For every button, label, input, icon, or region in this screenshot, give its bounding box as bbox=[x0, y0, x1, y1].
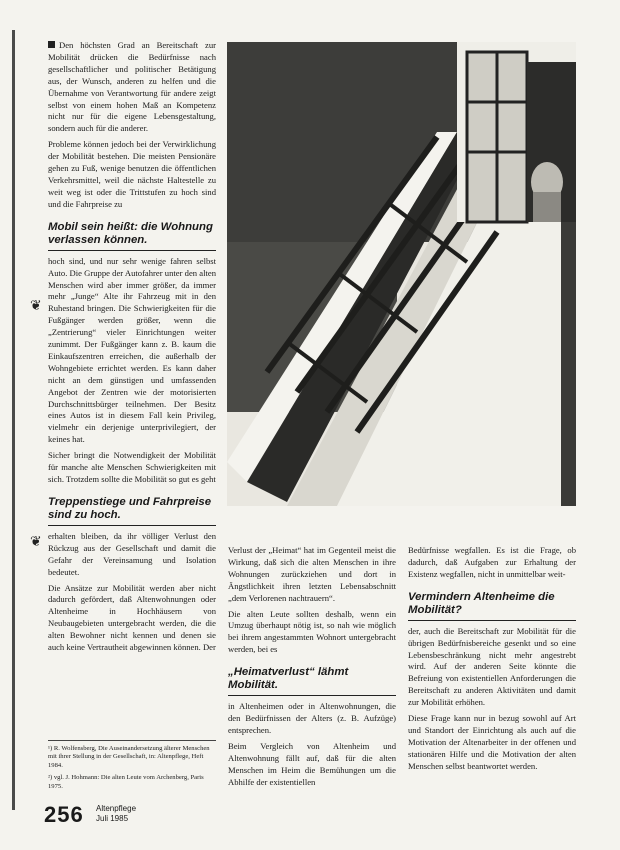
paragraph: in Altenheimen oder in Altenwohnungen, die den Bedürfnissen der Alters (z. B. Aufzüge) entsprechen. bbox=[228, 701, 396, 735]
footnote: ¹) R. Wolfensberg, Die Auseinandersetzung älterer Menschen mit ihrer Stellung in der Gesellschaft, in: Altenpflege, Heft 1984. bbox=[48, 745, 210, 769]
paragraph: Die alten Leute sollten deshalb, wenn ein Umzug überhaupt nötig ist, so nah wie möglich bei ihrem angestammten Wohnort untergebracht werden, bei es bbox=[228, 608, 396, 655]
paragraph: Bedürfnisse wegfallen. Es ist die Frage, ob dadurch, daß Aufgaben zur Erhaltung der Existenz wegfallen, nicht in unmittelbar weit- bbox=[408, 545, 576, 579]
subheading: Mobil sein heißt: die Wohnung verlassen können. bbox=[48, 216, 216, 251]
paragraph: Verlust der „Heimat“ hat im Gegenteil meist die Wirkung, daß sich die alten Menschen in ihre Wohnungen zurückziehen und dort in Ängstlichkeit ihren letzten Lebensabschnitt „dem Verlorenen nachtrauern“. bbox=[228, 545, 396, 603]
binding-edge bbox=[12, 30, 15, 810]
journal-info bbox=[96, 804, 136, 824]
subheading: Vermindern Altenheime die Mobilität? bbox=[408, 586, 576, 621]
paragraph: Diese Frage kann nur in bezug sowohl auf Art und Standort der Einrichtung als auch auf die Motivation der Altenarbeiter in der offenen und stationären Hilfe und die Motivation der alten Menschen selbst beantwortet werden. bbox=[408, 713, 576, 771]
photo-icon bbox=[227, 42, 576, 506]
margin-mark-icon: ❦ bbox=[30, 534, 42, 550]
paragraph: der, auch die Bereitschaft zur Mobilität für die übrigen Bedürfnisbereiche gesenkt und so eine Lebensbeschränkung nicht mehr angestrebt wird. Auf der anderen Seite könnte die Befreiung von existentiellen Anforderungen die Bereitschaft zu anderen Aktivitäten und damit zur Mobilität erhöhen. bbox=[408, 625, 576, 708]
column-2 bbox=[228, 545, 396, 793]
column-3 bbox=[408, 545, 576, 777]
paragraph: Sicher bringt die Notwendigkeit der Mobilität für manche alte Menschen Schwierigkeiten mit sich. Trotzdem sollte die Mobilität so gut es geht bbox=[48, 450, 216, 484]
paragraph: Die Ansätze zur Mobilität werden aber nicht dadurch gefördert, daß Altenwohnungen oder Altenheime in Hochhäusern von Neubaugebieten untergebracht werden, die die alten Bewohner nicht kennen und denen sie auch keine Vertrautheit abgewinnen können. Der bbox=[48, 582, 216, 653]
journal-title: Altenpflege bbox=[96, 804, 137, 813]
bullet-icon bbox=[48, 41, 55, 48]
footnote: ²) vgl. J. Hohmann: Die alten Leute vom Archenberg, Paris 1975. bbox=[48, 774, 204, 790]
paragraph: Beim Vergleich von Altenheim und Altenwohnung fällt auf, daß für die alten Menschen im Heim die Bemühungen um die Abhilfe der existentiellen bbox=[228, 740, 396, 787]
paragraph: hoch sind, und nur sehr wenige fahren selbst Auto. Die Gruppe der Autofahrer unter den alten Menschen wird aber immer größer, da immer mehr „Junge“ Alte ihr Fahrzeug mit in den Ruhestand bringen. Die Schwierigkeiten für die Fußgänger werden größer, wenn die „Zentrierung“ vieler Einrichtungen weiter zunimmt. Der Fußgänger kann z. B. kaum die Einkaufszentren erreichen, die außerhalb der Wohngebiete errichtet werden. Es kann daher nicht an dem günstigen und umfassenden Angebot der Zentren wie der motorisierten Durchschnittsbürger teilnehmen. Der Besitz eines Autos ist in diesem Fall kein Privileg, vielmehr ein derjenige unterprivilegiert, der keines hat. bbox=[48, 255, 216, 445]
photo-window-shadow bbox=[227, 42, 576, 506]
subheading: „Heimatverlust“ lähmt Mobilität. bbox=[228, 661, 396, 696]
footnotes bbox=[48, 740, 216, 795]
paragraph: erhalten bleiben, da ihr völliger Verlust den Rückzug aus der Gesellschaft und damit die Gefahr der Vereinsamung und Isolation bedeutet. bbox=[48, 530, 216, 577]
subheading: Treppenstiege und Fahrpreise sind zu hoch. bbox=[48, 491, 216, 526]
column-1 bbox=[48, 40, 216, 658]
paragraph: Den höchsten Grad an Bereitschaft zur Mobilität drücken die Bedürfnisse nach gesellschaftlicher und politischer Betätigung aus, der Wunsch, anderen zu helfen und die Übernahme von Verantwortung für andere zeigt selbst von einem hohen Maß an Kompetenz nicht nur für die eigene Lebensgestaltung, sondern auch für die anderer. bbox=[48, 40, 216, 134]
page-number: 256 bbox=[44, 802, 84, 827]
margin-mark-icon: ❦ bbox=[30, 298, 42, 314]
paragraph: Probleme können jedoch bei der Verwirklichung der Mobilität bestehen. Die meisten Pensionäre gehen zu Fuß, wenige benutzen die öffentlichen Verkehrsmittel, weil die nächste Haltestelle zu weit weg ist oder die Trittstufen zu hoch sind und die Fahrpreise zu bbox=[48, 139, 216, 209]
journal-issue: Juli 1985 bbox=[96, 814, 129, 823]
